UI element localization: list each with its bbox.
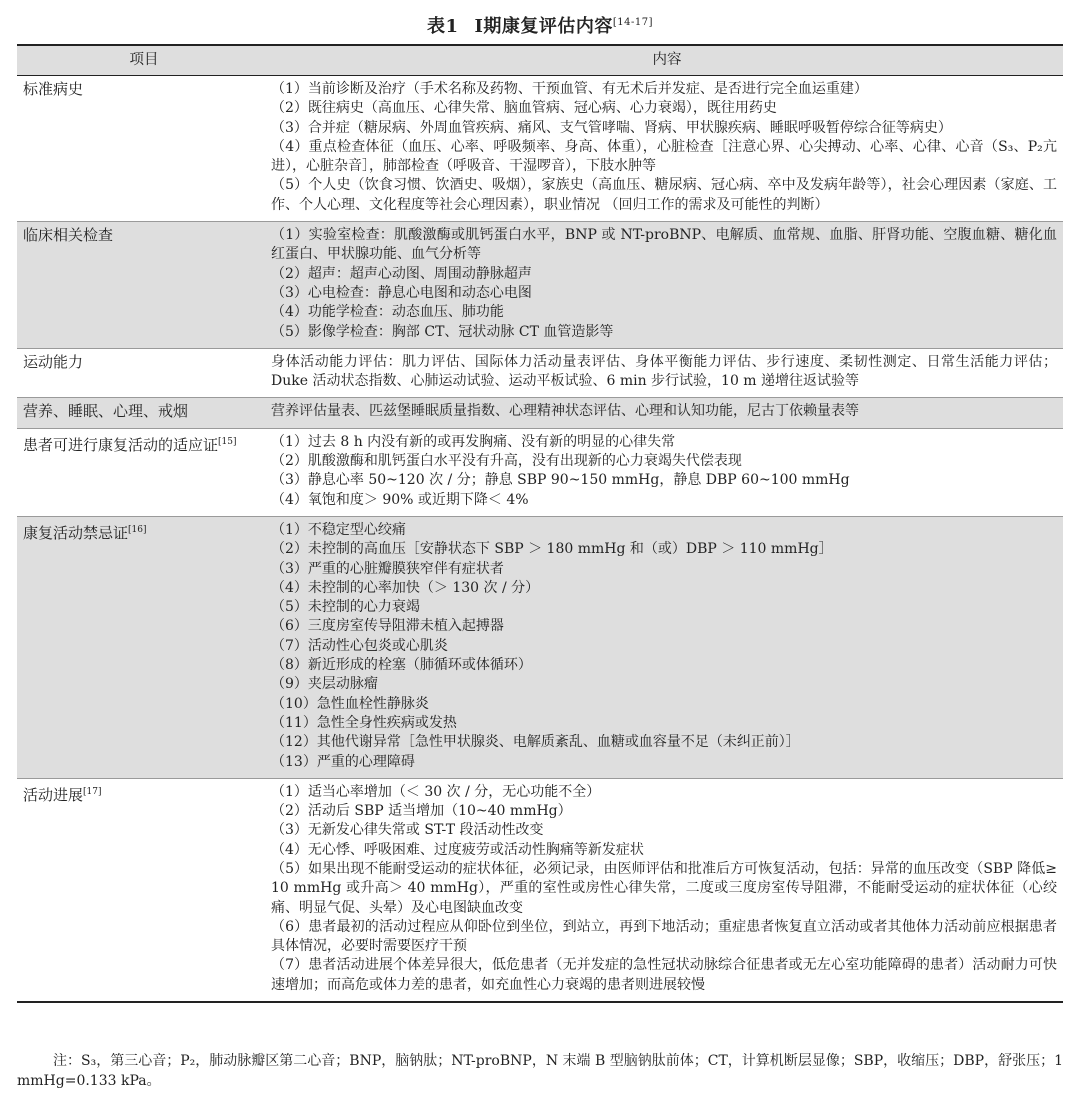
row-item-label: 康复活动禁忌证 bbox=[23, 523, 129, 542]
assessment-table bbox=[17, 44, 1063, 1003]
table-body bbox=[17, 76, 1063, 1003]
content-line: （2）未控制的高血压［安静状态下 SBP ＞ 180 mmHg 和（或）DBP ＞ 110 mmHg］ bbox=[271, 541, 833, 558]
row-item bbox=[17, 778, 271, 1002]
row-content bbox=[271, 778, 1063, 1002]
content-line: （10）急性血栓性静脉炎 bbox=[271, 695, 429, 712]
content-line: （8）新近形成的栓塞（肺循环或体循环） bbox=[271, 657, 532, 674]
row-item-label: 运动能力 bbox=[23, 352, 84, 371]
content-line: （1）当前诊断及治疗（手术名称及药物、干预血管、有无术后并发症、是否进行完全血运重建） bbox=[271, 81, 868, 97]
content-line: （4）重点检查体征（血压、心率、呼吸频率、身高、体重），心脏检查［注意心界、心尖搏动、心率、心律、心音（S₃、P₂亢进），心脏杂音］，肺部检查（呼吸音、干湿啰音），下肢水肿等 bbox=[271, 138, 1057, 175]
content-line: （5）影像学检查：胸部 CT、冠状动脉 CT 血管造影等 bbox=[271, 323, 614, 340]
content-line: （6）患者最初的活动过程应从仰卧位到坐位，到站立，再到下地活动；重症患者恢复直立活动或者其他体力活动前应根据患者具体情况，必要时需要医疗干预 bbox=[271, 918, 1057, 955]
content-line: （12）其他代谢异常［急性甲状腺炎、电解质紊乱、血糖或血容量不足（未纠正前）］ bbox=[271, 734, 800, 751]
content-line: （13）严重的心理障碍 bbox=[271, 753, 415, 770]
content-line: （7）患者活动进展个体差异很大，低危患者（无并发症的急性冠状动脉综合征患者或无左心室功能障碍的患者）活动耐力可快速增加；而高危或体力差的患者，如充血性心力衰竭的患者则进展较慢 bbox=[271, 957, 1057, 993]
table-row bbox=[17, 428, 1063, 516]
table-row bbox=[17, 222, 1063, 349]
row-item-label: 患者可进行康复活动的适应证 bbox=[23, 435, 219, 454]
content-line: （1）不稳定型心绞痛 bbox=[271, 521, 406, 538]
row-content bbox=[271, 516, 1063, 778]
content-line: （9）夹层动脉瘤 bbox=[271, 676, 378, 693]
content-line: （2）超声：超声心动图、周围动静脉超声 bbox=[271, 265, 532, 282]
content-line: （2）活动后 SBP 适当增加（10~40 mmHg） bbox=[271, 803, 572, 820]
table-row bbox=[17, 516, 1063, 778]
header-item: 项目 bbox=[17, 45, 271, 76]
row-item bbox=[17, 516, 271, 778]
content-line: （3）严重的心脏瓣膜狭窄伴有症状者 bbox=[271, 560, 504, 577]
content-line: （3）静息心率 50~120 次 / 分；静息 SBP 90~150 mmHg，静息 DBP 60~100 mmHg bbox=[271, 472, 850, 489]
row-item-label: 标准病史 bbox=[23, 80, 84, 98]
content-line: （7）活动性心包炎或心肌炎 bbox=[271, 637, 448, 654]
content-line: （5）如果出现不能耐受运动的症状体征，必须记录，由医师评估和批准后方可恢复活动，包括：异常的血压改变（SBP 降低≥ 10 mmHg 或升高＞ 40 mmHg），严重的室性或房性心律失常，二度或三度房室传导阻滞，不能耐受运动的症状体征（心绞痛、明显气促、头晕）及心电图缺血改变 bbox=[271, 860, 1062, 916]
content-line: （3）无新发心律失常或 ST-T 段活动性改变 bbox=[271, 822, 544, 839]
table-row bbox=[17, 76, 1063, 222]
content-line: 营养评估量表、匹兹堡睡眠质量指数、心理精神状态评估、心理和认知功能，尼古丁依赖量表等 bbox=[271, 403, 859, 420]
row-content bbox=[271, 428, 1063, 516]
table-header-row bbox=[17, 45, 1063, 76]
row-content bbox=[271, 222, 1063, 349]
row-item bbox=[17, 76, 271, 222]
table-row bbox=[17, 778, 1063, 1002]
row-content bbox=[271, 398, 1063, 428]
content-line: （2）肌酸激酶和肌钙蛋白水平没有升高，没有出现新的心力衰竭失代偿表现 bbox=[271, 453, 742, 470]
content-line: （4）未控制的心率加快（＞ 130 次 / 分） bbox=[271, 579, 540, 596]
row-item-reference: [15] bbox=[218, 436, 237, 447]
content-line: （3）心电检查：静息心电图和动态心电图 bbox=[271, 284, 532, 301]
content-line: （11）急性全身性疾病或发热 bbox=[271, 714, 457, 731]
content-line: （4）无心悸、呼吸困难、过度疲劳或活动性胸痛等新发症状 bbox=[271, 841, 644, 858]
row-item-label: 活动进展 bbox=[23, 785, 84, 804]
row-item bbox=[17, 428, 271, 516]
content-line: （6）三度房室传导阻滞未植入起搏器 bbox=[271, 618, 504, 635]
row-content bbox=[271, 76, 1063, 222]
row-content bbox=[271, 348, 1063, 398]
content-line: （1）适当心率增加（＜ 30 次 / 分，无心功能不全） bbox=[271, 783, 601, 800]
table-row bbox=[17, 348, 1063, 398]
table-title: Ⅰ期康复评估内容 bbox=[474, 16, 613, 37]
row-item bbox=[17, 348, 271, 398]
content-line: （4）功能学检查：动态血压、肺功能 bbox=[271, 304, 504, 321]
row-item-reference: [17] bbox=[83, 786, 102, 797]
table-footnote: 注：S₃，第三心音；P₂，肺动脉瓣区第二心音；BNP，脑钠肽；NT-proBNP，N 末端 B 型脑钠肽前体；CT，计算机断层显像；SBP，收缩压；DBP，舒张压；1 mmHg=0.133 kPa。 bbox=[17, 1053, 1063, 1089]
content-line: 身体活动能力评估：肌力评估、国际体力活动量表评估、身体平衡能力评估、步行速度、柔韧性测定、日常生活能力评估；Duke 活动状态指数、心肺运动试验、运动平板试验、6 min 步行试验，10 m 递增往返试验等 bbox=[271, 353, 1057, 390]
content-line: （1）过去 8 h 内没有新的或再发胸痛、没有新的明显的心律失常 bbox=[271, 433, 676, 450]
content-line: （5）个人史（饮食习惯、饮酒史、吸烟），家族史（高血压、糖尿病、冠心病、卒中及发病年龄等），社会心理因素（家庭、工作、个人心理、文化程度等社会心理因素），职业情况 （回归工作的需求及可能性的判断） bbox=[271, 177, 1057, 213]
content-line: （5）未控制的心力衰竭 bbox=[271, 599, 420, 616]
content-line: （3）合并症（糖尿病、外周血管疾病、痛风、支气管哮喘、肾病、甲状腺疾病、睡眠呼吸暂停综合征等病史） bbox=[271, 119, 952, 136]
row-item-label: 营养、睡眠、心理、戒烟 bbox=[23, 402, 189, 421]
content-line: （1）实验室检查：肌酸激酶或肌钙蛋白水平，BNP 或 NT-proBNP、电解质、血常规、血脂、肝肾功能、空腹血糖、糖化血红蛋白、甲状腺功能、血气分析等 bbox=[271, 227, 1057, 263]
row-item-label: 临床相关检查 bbox=[23, 226, 114, 245]
row-item bbox=[17, 222, 271, 349]
content-line: （4）氧饱和度＞ 90% 或近期下降＜ 4% bbox=[271, 491, 529, 508]
caption-reference: [14-17] bbox=[612, 17, 654, 28]
table-number: 表1 bbox=[426, 16, 459, 37]
table-caption bbox=[0, 12, 1080, 38]
header-content: 内容 bbox=[271, 45, 1063, 76]
table-row bbox=[17, 398, 1063, 428]
row-item bbox=[17, 398, 271, 428]
content-line: （2）既往病史（高血压、心律失常、脑血管病、冠心病、心力衰竭），既往用药史 bbox=[271, 100, 777, 117]
row-item-reference: [16] bbox=[128, 524, 147, 535]
